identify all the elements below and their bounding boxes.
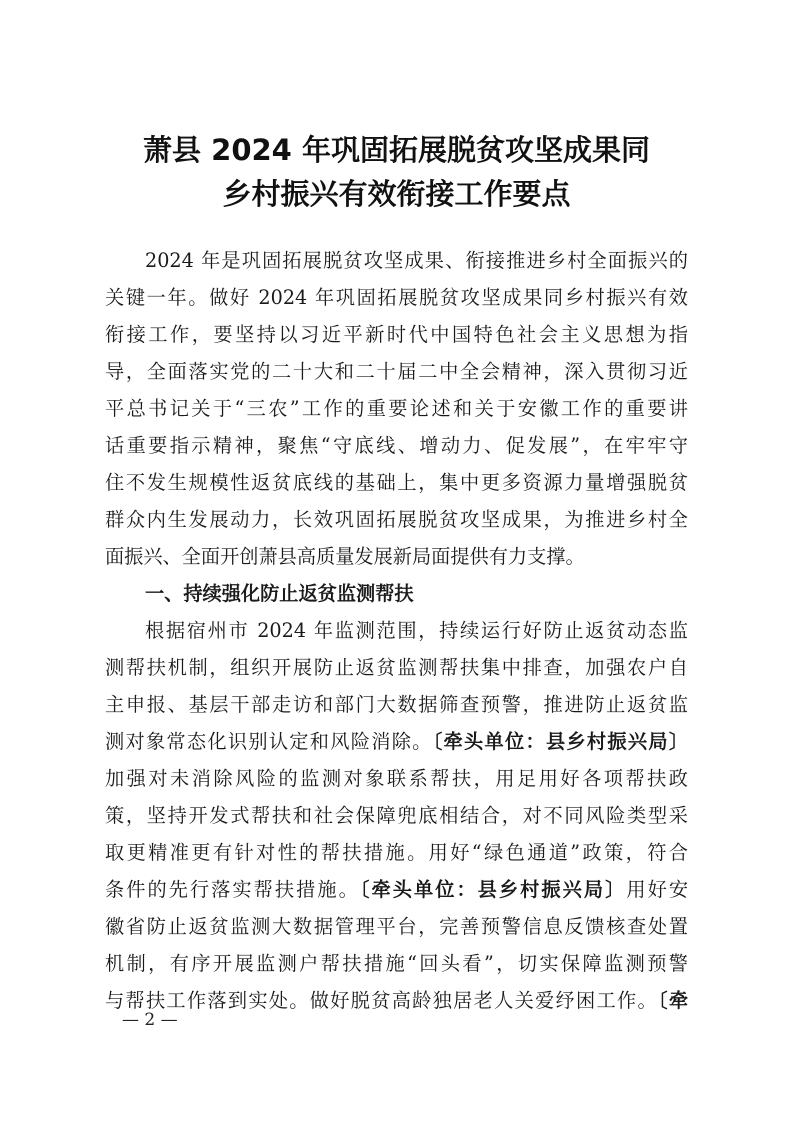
paragraph-line: 群众内生发展动力，长效巩固拓展脱贫攻坚成果，为推进乡村全 (105, 508, 688, 531)
paragraph-line: 导，全面落实党的二十大和二十届二中全会精神，深入贯彻习近 (105, 360, 688, 383)
paragraph-line: 主申报、基层干部走访和部门大数据筛查预警，推进防止返贫监 (105, 693, 688, 716)
section-heading: 一、持续强化防止返贫监测帮扶 (145, 582, 414, 605)
paragraph-line: 面振兴、全面开创萧县高质量发展新局面提供有力支撑。 (105, 545, 585, 568)
paragraph-line: 衔接工作，要坚持以习近平新时代中国特色社会主义思想为指 (105, 323, 688, 346)
line-text: 与帮扶工作落到实处。做好脱贫高龄独居老人关爱纾困工作。 (105, 989, 658, 1012)
document-title-line-2: 乡村振兴有效衔接工作要点 (222, 177, 571, 211)
lead-unit-label: 〔牵 (657, 989, 689, 1012)
paragraph-line: 加强对未消除风险的监测对象联系帮扶，用足用好各项帮扶政 (105, 767, 688, 790)
paragraph-line: 话重要指示精神，聚焦“守底线、增动力、促发展”，在牢牢守 (105, 434, 688, 457)
paragraph-line: 测帮扶机制，组织开展防止返贫监测帮扶集中排查，加强农户自 (105, 656, 688, 679)
paragraph-line: 策，坚持开发式帮扶和社会保障兜底相结合，对不同风险类型采 (105, 804, 688, 827)
lead-unit-label: 〔牵头单位：县乡村振兴局〕 (432, 730, 689, 753)
paragraph-line: 徽省防止返贫监测大数据管理平台，完善预警信息反馈核查处置 (105, 915, 688, 938)
paragraph-line: 平总书记关于“三农”工作的重要论述和关于安徽工作的重要讲 (105, 397, 688, 420)
paragraph-line (105, 871, 688, 908)
paragraph-line: 住不发生规模性返贫底线的基础上，集中更多资源力量增强脱贫 (105, 471, 688, 494)
document-title-line-1: 萧县 2024 年巩固拓展脱贫攻坚成果同 (143, 133, 650, 167)
line-text: 测对象常态化识别认定和风险消除。 (105, 730, 433, 753)
line-text: 用好安 (626, 878, 689, 901)
lead-unit-label: 〔牵头单位：县乡村振兴局〕 (359, 878, 627, 901)
paragraph-line: 关键一年。做好 2024 年巩固拓展脱贫攻坚成果同乡村振兴有效 (105, 286, 688, 309)
line-text: 条件的先行落实帮扶措施。 (105, 878, 360, 901)
page-number: — 2 — (122, 1010, 178, 1030)
paragraph-line: 机制，有序开展监测户帮扶措施“回头看”，切实保障监测预警 (105, 952, 688, 975)
paragraph-line: 根据宿州市 2024 年监测范围，持续运行好防止返贫动态监 (145, 619, 688, 642)
paragraph-line: 取更精准更有针对性的帮扶措施。用好“绿色通道”政策，符合 (105, 841, 688, 864)
paragraph-line (105, 982, 688, 1019)
paragraph-line (105, 723, 688, 760)
paragraph-line: 2024 年是巩固拓展脱贫攻坚成果、衔接推进乡村全面振兴的 (145, 249, 688, 272)
